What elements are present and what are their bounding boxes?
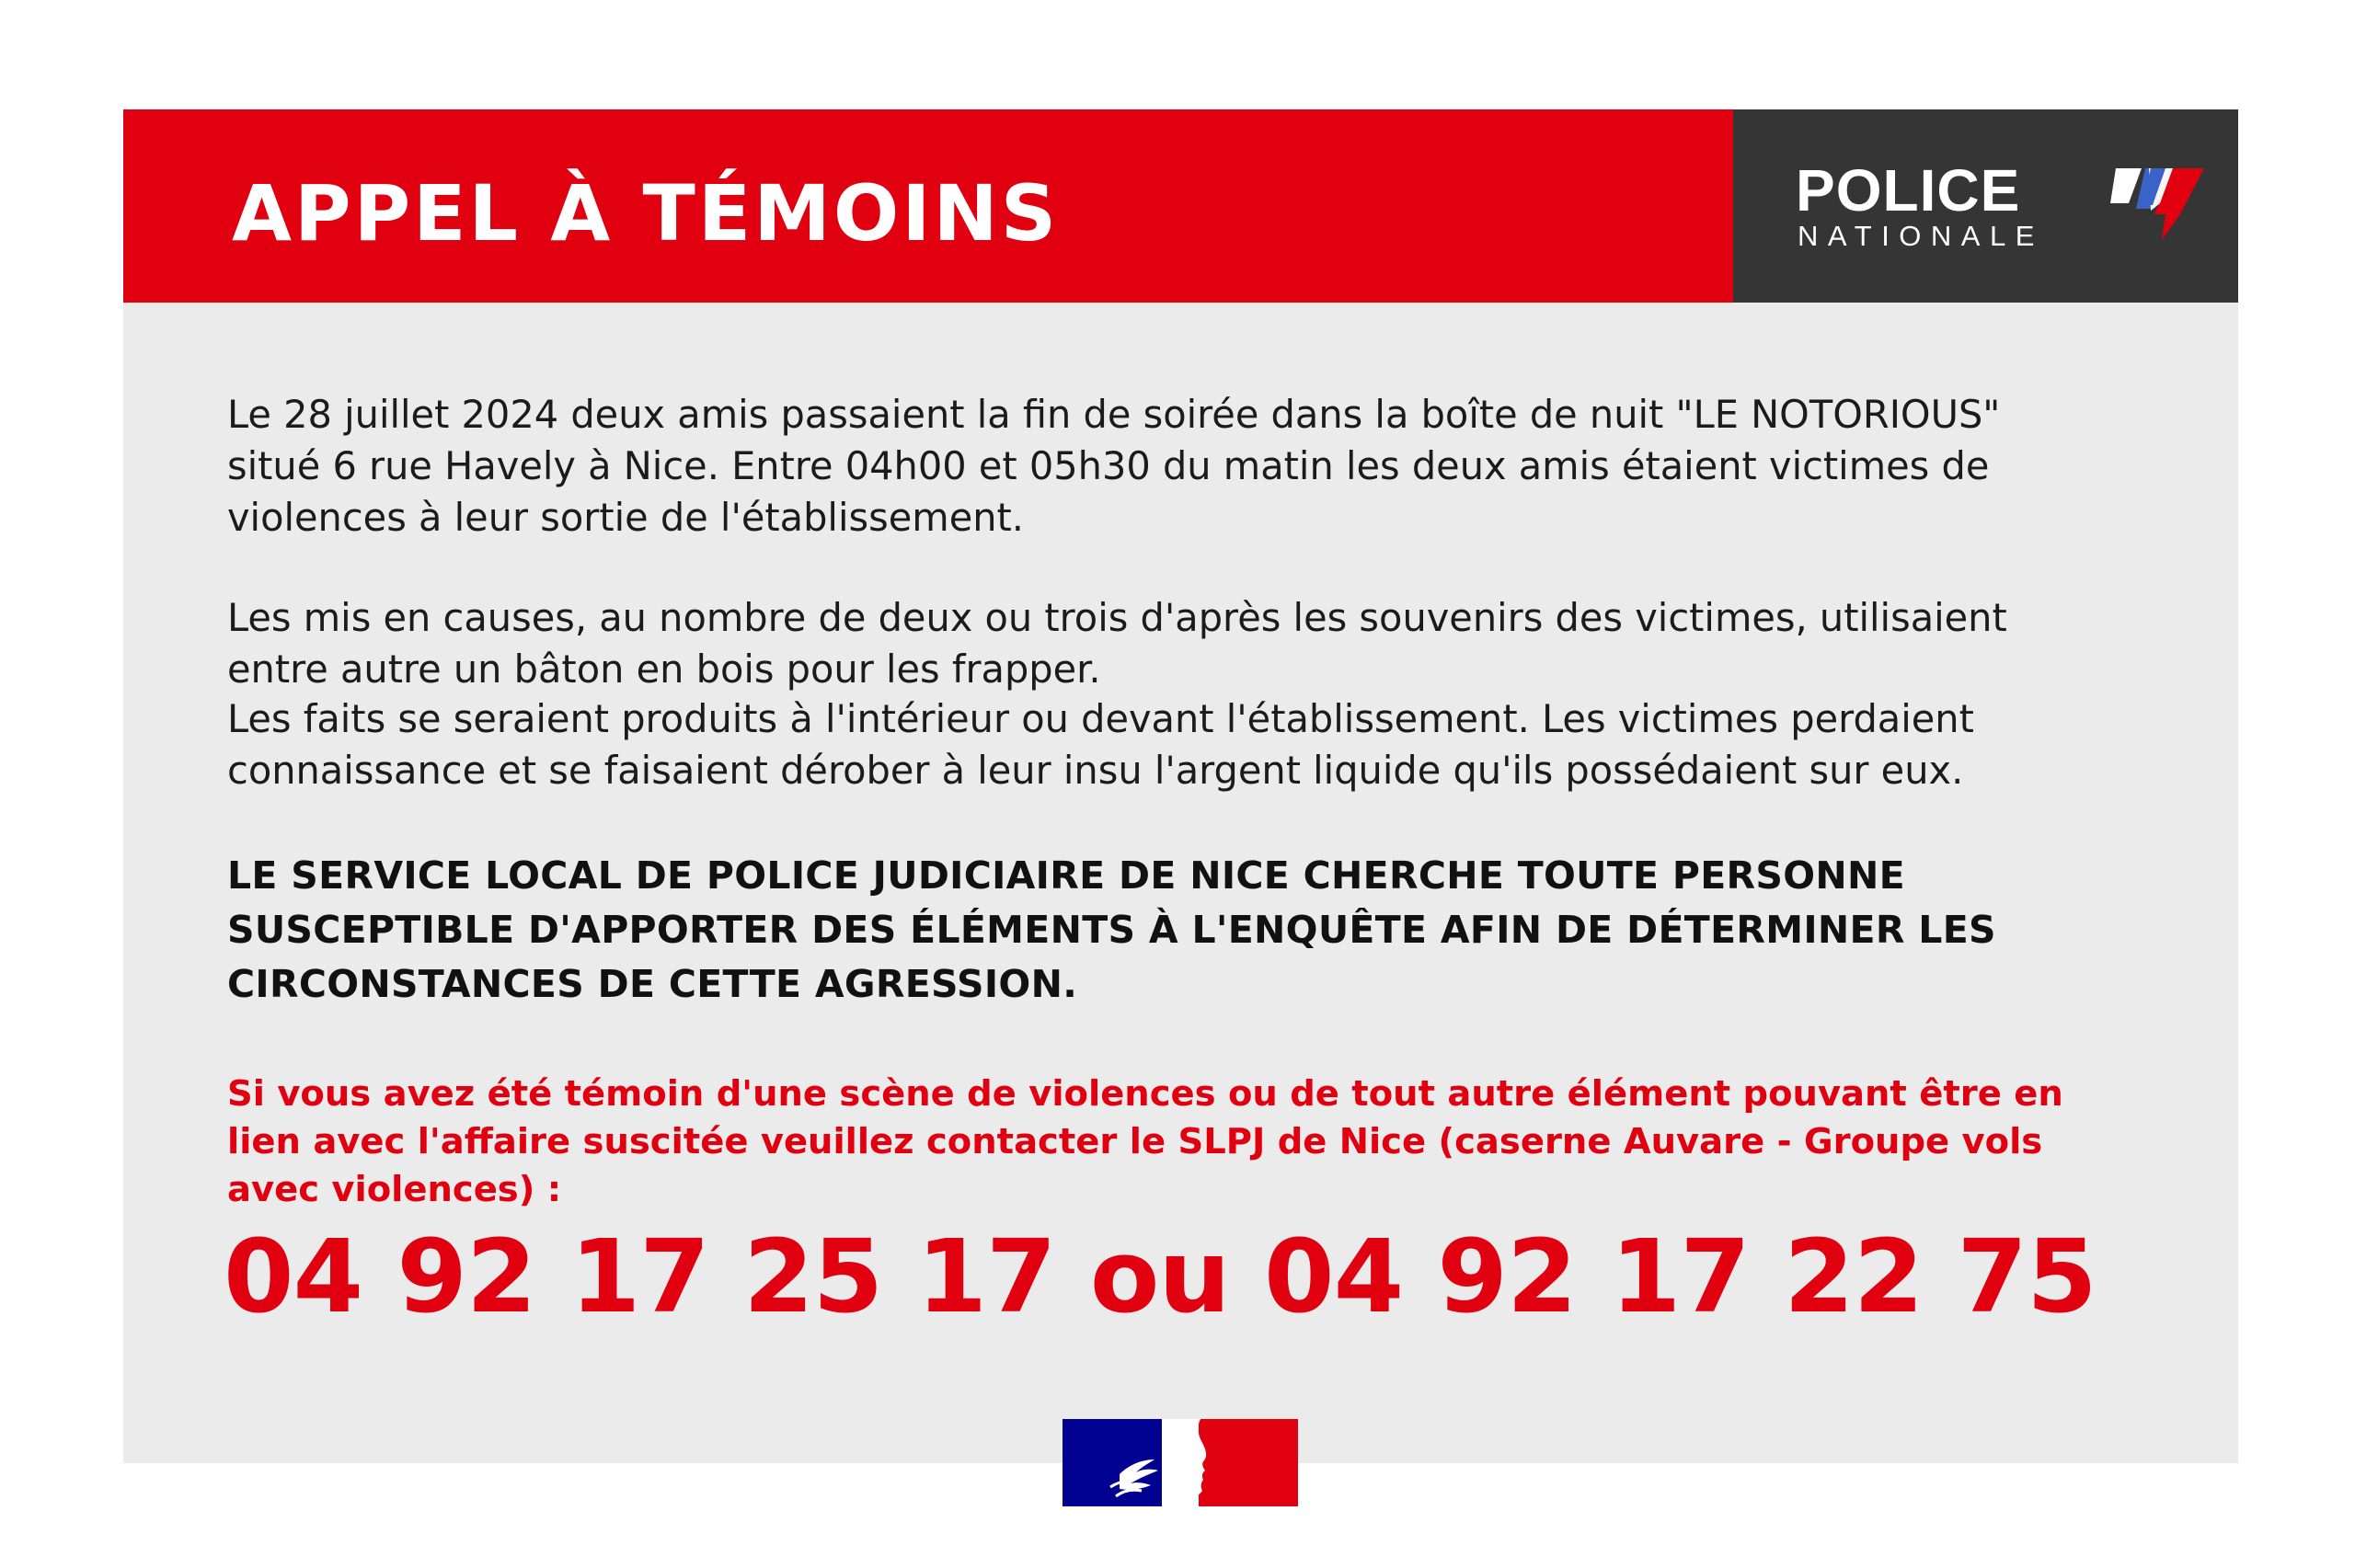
logo-nationale-text: NATIONALE <box>1798 220 2044 252</box>
phone-numbers: 04 92 17 25 17 ou 04 92 17 22 75 <box>224 1218 2097 1335</box>
poster-header <box>123 109 2238 303</box>
marianne-republique-francaise-icon <box>1063 1419 1298 1506</box>
facts-paragraph: Les faits se seraient produits à l'intérieur ou devant l'établissement. Les victimes perdaient connaissance et se faisaient dérober à leur insu l'argent liquide qu'ils possédaient sur eux. <box>227 696 1974 793</box>
suspects-paragraph: Les mis en causes, au nombre de deux ou trois d'après les souvenirs des victimes, utilisaient entre autre un bâton en bois pour les frapper. <box>227 595 2007 692</box>
service-notice: LE SERVICE LOCAL DE POLICE JUDICIAIRE DE NICE CHERCHE TOUTE PERSONNE SUSCEPTIBLE D'APPORTER DES ÉLÉMENTS À L'ENQUÊTE AFIN DE DÉTERMINER LES CIRCONSTANCES DE CETTE AGRESSION. <box>227 853 1996 1006</box>
poster-title: APPEL À TÉMOINS <box>232 168 1060 258</box>
contact-instructions: Si vous avez été témoin d'une scène de violences ou de tout autre élément pouvant être en lien avec l'affaire suscitée veuillez contacter le SLPJ de Nice (caserne Auvare - Groupe vols avec violences) : <box>227 1073 2063 1210</box>
header-red-band <box>123 109 1733 303</box>
logo-police-text: POLICE <box>1796 157 2021 223</box>
incident-paragraph: Le 28 juillet 2024 deux amis passaient la fin de soirée dans la boîte de nuit "LE NOTORIOUS" situé 6 rue Havely à Nice. Entre 04h00 et 05h30 du matin les deux amis étaient victimes de violences à leur sortie de l'établissement. <box>227 392 2001 540</box>
police-nationale-tricolor-icon <box>2108 166 2206 242</box>
appeal-poster <box>123 109 2238 1463</box>
police-nationale-logo <box>1733 109 2238 303</box>
